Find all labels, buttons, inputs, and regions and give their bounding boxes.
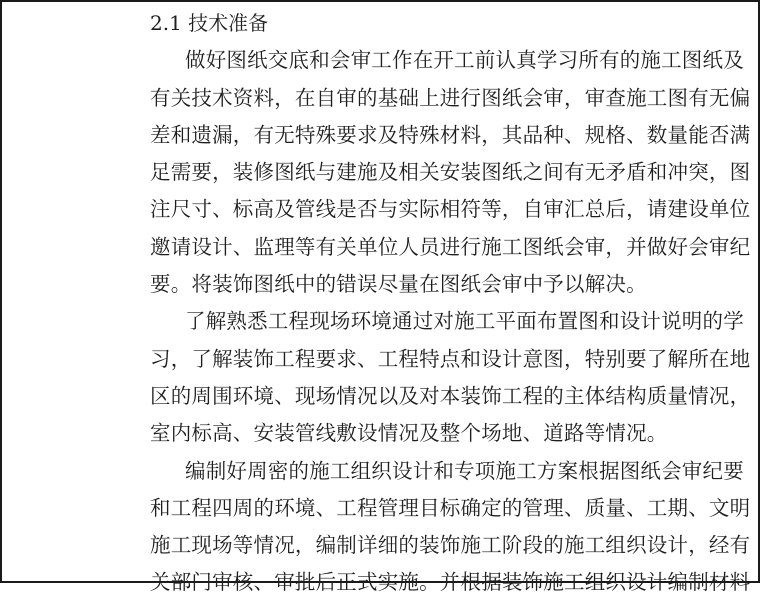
text-line: 区的周围环境、现场情况以及对本装饰工程的主体结构质量情况， <box>150 383 751 408</box>
text-line: 编制好周密的施工组织设计和专项施工方案根据图纸会审纪要 <box>185 458 744 483</box>
text-line: 做好图纸交底和会审工作在开工前认真学习所有的施工图纸及 <box>185 48 744 73</box>
text-line: 了解熟悉工程现场环境通过对施工平面布置图和设计说明的学 <box>185 309 744 334</box>
text-line: 习，了解装饰工程要求、工程特点和设计意图，特别要了解所在地 <box>150 346 751 371</box>
text-line: 有关技术资料，在自审的基础上进行图纸会审，审查施工图有无偏 <box>150 85 751 110</box>
text-line: 要。将装饰图纸中的错误尽量在图纸会审中予以解决。 <box>150 272 647 297</box>
paragraph-site-environment <box>115 303 751 452</box>
text-line: 邀请设计、监理等有关单位人员进行施工图纸会审，并做好会审纪 <box>150 234 751 259</box>
text-line: 足需要，装修图纸与建施及相关安装图纸之间有无矛盾和冲突，图 <box>150 160 751 185</box>
text-line: 注尺寸、标高及管线是否与实际相符等，自审汇总后，请建设单位 <box>150 197 751 222</box>
text-line: 差和遗漏，有无特殊要求及特殊材料，其品种、规格、数量能否满 <box>150 122 751 147</box>
text-line: 室内标高、安装管线敷设情况及整个场地、道路等情况。 <box>150 421 668 446</box>
document-page <box>115 5 751 602</box>
section-heading: 2.1 技术准备 <box>150 11 269 35</box>
text-line: 施工现场等情况，编制详细的装饰施工阶段的施工组织设计，经有 <box>150 533 751 558</box>
text-line: 关部门审核、审批后正式实施。并根据装饰施工组织设计编制材料 <box>150 570 751 595</box>
paragraph-drawing-review <box>115 42 751 303</box>
paragraph-construction-plan <box>115 453 751 602</box>
text-line: 和工程四周的环境、工程管理目标确定的管理、质量、工期、文明 <box>150 495 751 520</box>
